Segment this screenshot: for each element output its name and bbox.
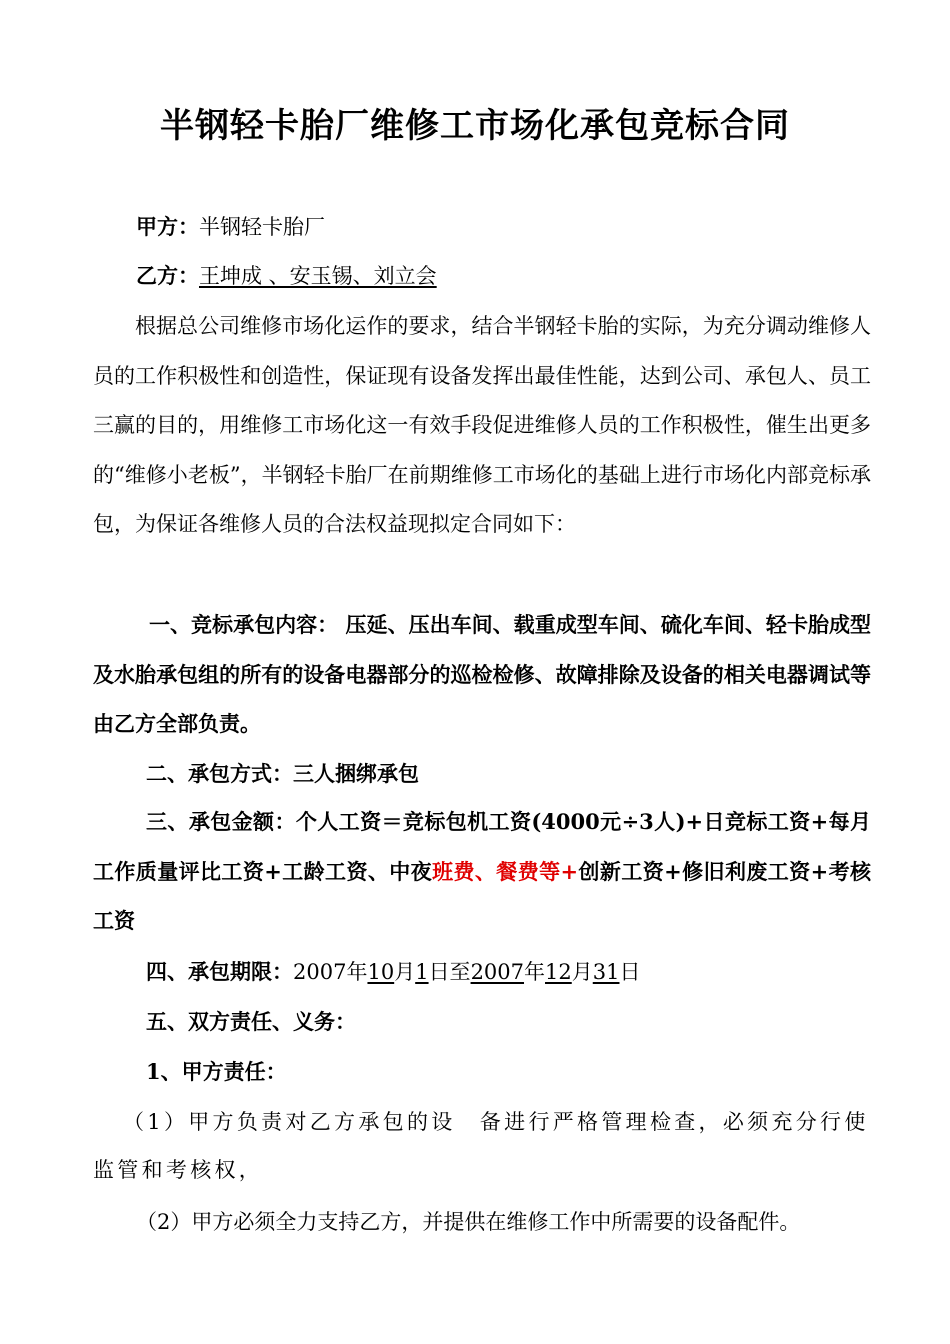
section-4-label: 四、承包期限： — [146, 959, 293, 984]
intro-paragraph: 根据总公司维修市场化运作的要求，结合半钢轻卡胎的实际，为充分调动维修人员的工作积极性和创造性，保证现有设备发挥出最佳性能，达到公司、承包人、员工三赢的目的，用维修工市场化这一有效手段促进维修人员的工作积极性，催生出更多的“维修小老板”，半钢轻卡胎厂在前期维修工市场化的基础上进行市场化内部竞标承包，为保证各维修人员的合法权益现拟定合同如下： — [93, 314, 871, 536]
section-5-1-item-1: （1）甲方负责对乙方承包的设 备进行严格管理检查，必须充分行使监管和考核权， — [93, 1110, 869, 1182]
start-year-unit: 年 — [346, 960, 368, 984]
party-b-line — [136, 260, 437, 292]
end-year-unit: 年 — [524, 960, 546, 984]
section-3-text-a: 三、承包金额：个人工资＝竞标包机工资(4000元÷3人)+日竞标工资+每月工作质量评比工资+工龄工资、中夜 — [93, 809, 871, 884]
section-2-line: 二、承包方式：三人捆绑承包 — [146, 761, 419, 786]
end-month-unit: 月 — [571, 960, 593, 984]
start-year: 2007 — [293, 960, 347, 984]
section-5-1-heading: 1、甲方责任： — [146, 1059, 287, 1084]
section-1-label: 一、竞标承包内容： — [149, 612, 339, 637]
end-day: 31 — [592, 960, 620, 984]
party-a-line — [136, 211, 325, 243]
section-1-paragraph — [93, 600, 871, 749]
start-month-unit: 月 — [394, 960, 416, 984]
party-a-label: 甲方： — [136, 214, 199, 239]
section-1-text: 压延、压出车间、载重成型车间、硫化车间、轻卡胎成型及水胎承包组的所有的设备电器部分的巡检检修、故障排除及设备的相关电器调试等由乙方全部负责。 — [93, 612, 872, 736]
section-5-1-item-2: （2）甲方必须全力支持乙方，并提供在维修工作中所需要的设备配件。 — [136, 1210, 801, 1234]
document-title: 半钢轻卡胎厂维修工市场化承包竞标合同 — [160, 106, 790, 146]
section-3-text-b: 创新工资+修旧利废工资+考核工资 — [93, 858, 871, 933]
start-day: 1 — [415, 960, 429, 984]
start-month: 10 — [367, 960, 395, 984]
party-a-value: 半钢轻卡胎厂 — [199, 215, 325, 239]
end-year: 2007 — [470, 960, 525, 984]
end-month: 12 — [545, 960, 572, 984]
section-3-paragraph — [93, 797, 871, 946]
section-3-text-red: 班费、餐费等+ — [432, 858, 579, 884]
end-day-unit: 日 — [619, 960, 641, 984]
party-b-value: 王坤成 、安玉锡、刘立会 — [199, 264, 437, 288]
period-connector: 日至 — [428, 960, 471, 984]
party-b-label: 乙方： — [136, 263, 199, 288]
section-4-line — [146, 956, 640, 988]
section-5-heading: 五、双方责任、义务： — [146, 1009, 356, 1034]
